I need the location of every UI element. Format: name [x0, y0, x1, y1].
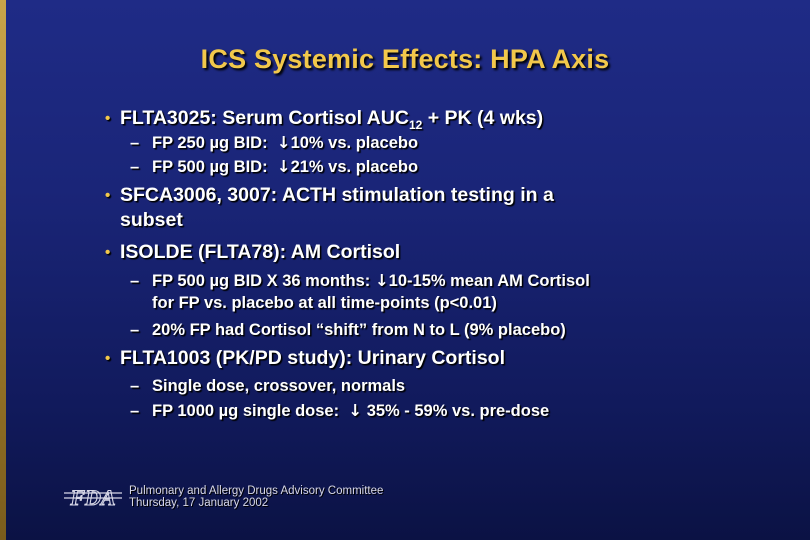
bullet-dot: •	[105, 187, 111, 204]
sub-bullet-prefix: FP 500 µg BID X 36 months:	[152, 272, 375, 290]
sub-bullet-fp250	[130, 132, 712, 154]
sub-bullet-rest: 10-15% mean AM Cortisol	[388, 272, 590, 290]
bullet-dot: •	[105, 244, 111, 261]
sub-bullet-rest: 35% - 59% vs. pre-dose	[362, 402, 550, 420]
footer	[62, 484, 383, 510]
down-arrow-icon: ↓	[348, 401, 363, 420]
sub-bullet-rest: 21% vs. placebo	[290, 158, 419, 176]
bullet-line1: SFCA3006, 3007: ACTH stimulation testing in a	[120, 184, 554, 206]
bullet-isolde	[105, 240, 690, 265]
dash: –	[130, 402, 140, 420]
bullet-sfca3006	[105, 183, 690, 233]
dash: –	[130, 321, 140, 339]
down-arrow-icon: ↓	[276, 157, 291, 176]
dash: –	[130, 377, 140, 395]
fda-logo-icon	[62, 484, 124, 510]
sub-bullet-prefix: FP 250 µg BID:	[152, 134, 277, 152]
bullet-dot: •	[105, 350, 111, 367]
sub-bullet-isolde-1	[130, 270, 712, 314]
sub-bullet-fp500	[130, 156, 712, 178]
bullet-text-after: + PK (4 wks)	[422, 107, 544, 129]
sub-bullet-flta1003-2	[130, 400, 712, 422]
dash: –	[130, 158, 140, 176]
down-arrow-icon: ↓	[276, 133, 291, 152]
bullet-flta1003	[105, 346, 690, 371]
dash: –	[130, 272, 140, 290]
sub-bullet-continuation: for FP vs. placebo at all time-points (p<0.01)	[152, 294, 497, 312]
sub-bullet-rest: 10% vs. placebo	[290, 134, 419, 152]
fda-logo	[62, 484, 124, 510]
sub-bullet-text: Single dose, crossover, normals	[152, 377, 406, 395]
footer-line2: Thursday, 17 January 2002	[129, 497, 269, 509]
bullet-text: FLTA1003 (PK/PD study): Urinary Cortisol	[120, 347, 506, 369]
bullet-dot: •	[105, 110, 111, 127]
sub-bullet-isolde-2	[130, 319, 712, 341]
down-arrow-icon: ↓	[374, 271, 389, 290]
bullet-subscript: 12	[408, 117, 423, 132]
bullet-line2: subset	[120, 209, 183, 231]
slide-title: ICS Systemic Effects: HPA Axis	[200, 44, 610, 74]
bullet-text: FLTA3025: Serum Cortisol AUC	[120, 107, 409, 129]
sub-bullet-flta1003-1	[130, 375, 712, 397]
footer-line1: Pulmonary and Allergy Drugs Advisory Committee	[129, 485, 384, 497]
bullet-text: ISOLDE (FLTA78): AM Cortisol	[120, 241, 401, 263]
sub-bullet-text: 20% FP had Cortisol “shift” from N to L (9% placebo)	[152, 321, 566, 339]
sub-bullet-prefix: FP 500 µg BID:	[152, 158, 277, 176]
footer-text	[129, 485, 383, 509]
dash: –	[130, 134, 140, 152]
svg-text:FDA: FDA	[70, 485, 116, 510]
sub-bullet-prefix: FP 1000 µg single dose:	[152, 402, 349, 420]
